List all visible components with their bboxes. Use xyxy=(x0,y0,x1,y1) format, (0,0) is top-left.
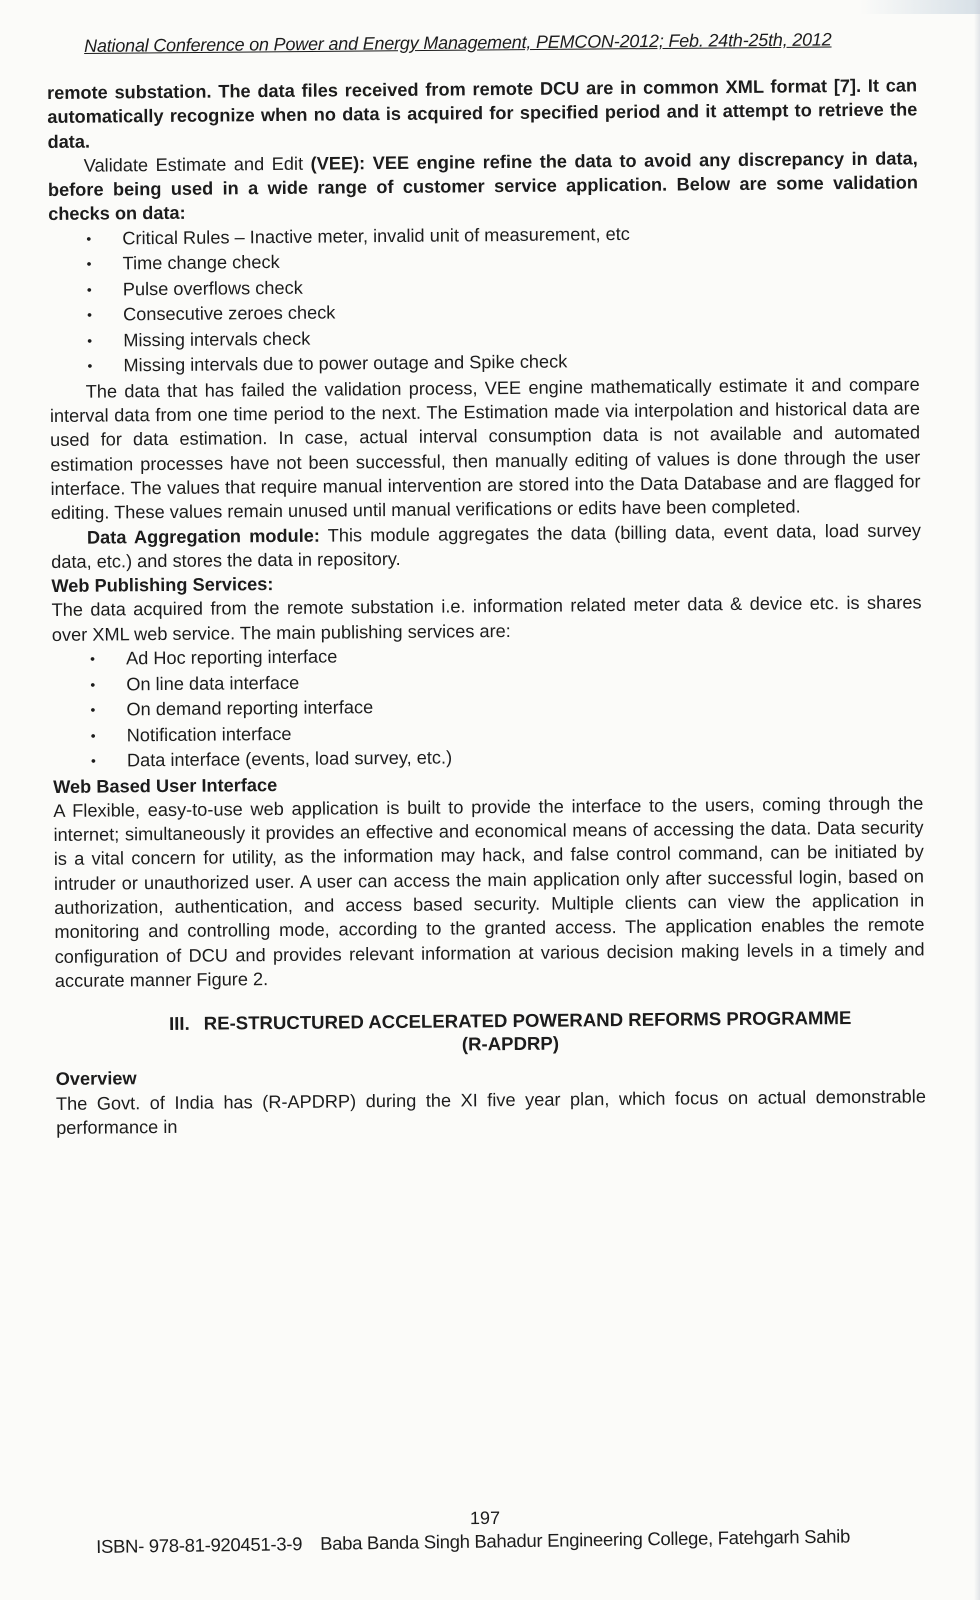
bullet-icon: • xyxy=(87,332,93,349)
bullet-icon: • xyxy=(90,752,96,769)
list-item: • Critical Rules – Inactive meter, invalid unit of measurement, etc xyxy=(86,219,918,252)
vee-rest: (VEE): VEE engine refine the data to avoid any discrepancy in data, before being used in a wide range of customer service application. Below are some validation checks on data: xyxy=(47,148,919,225)
publishing-services-list xyxy=(52,639,923,774)
web-ui-heading: Web Based User Interface xyxy=(53,774,278,797)
section-title xyxy=(55,1006,925,1060)
footer xyxy=(96,1525,850,1558)
scan-edge-shadow xyxy=(974,0,980,1600)
list-item: • Consecutive zeroes check xyxy=(87,296,919,329)
bullet-icon: • xyxy=(90,676,96,693)
list-item: • Missing intervals due to power outage and Spike check xyxy=(87,347,919,380)
vee-lead: Validate Estimate and Edit xyxy=(83,153,304,176)
list-item: • Ad Hoc reporting interface xyxy=(90,639,922,672)
bullet-icon: • xyxy=(86,281,92,298)
bullet-icon: • xyxy=(86,230,92,247)
list-item: • On line data interface xyxy=(90,665,922,698)
bullet-icon: • xyxy=(86,306,93,323)
paragraph-web-ui: A Flexible, easy-to-use web application is built to provide the interface to the users, coming through the internet; simultaneously it provides an effective and economical means of accessing the data. Data security is a vital concern for utility, as the information may hack, and false control command, can be initiated by intruder or unauthorized user. A user can access the main application only after successful login, based on authorization, authentication, and access based security. Multiple clients can view the application in monitoring and controlling mode, according to the granted access. The application enables the remote configuration of DCU and provides relevant information at various decision making levels in a timely and accurate manner Figure 2. xyxy=(53,793,925,991)
overview-heading: Overview xyxy=(55,1068,137,1090)
paragraph-overview: The Govt. of India has (R-APDRP) during the XI five year plan, which focus on actual demonstrable performance in xyxy=(55,1085,926,1138)
isbn: ISBN- 978-81-920451-3-9 xyxy=(96,1533,303,1557)
section-title-line2: (R-APDRP) xyxy=(461,1032,560,1055)
section-title-line1: RE-STRUCTURED ACCELERATED POWERAND REFORMS PROGRAMME xyxy=(203,1007,852,1034)
list-item: • On demand reporting interface xyxy=(90,690,922,723)
paragraph-vee xyxy=(48,146,919,226)
bullet-icon: • xyxy=(90,701,96,718)
web-publishing-heading: Web Publishing Services: xyxy=(51,574,274,597)
aggregation-label: Data Aggregation module: xyxy=(86,525,320,548)
paragraph-estimation: The data that has failed the validation process, VEE engine mathematically estimate it and compare interval data from one time period to the next. The Estimation made via interpolation and historical data are used for data estimation. In case, actual interval consumption data is not available and automated estimation processes have not been successful, then manually editing of values is done through the user interface. The values that require manual intervention are stored into the Data Database and are flagged for editing. These values remain unused until manual verifications or edits have been completed. xyxy=(49,374,921,524)
section-number: III. xyxy=(168,1013,190,1035)
list-item: • Notification interface xyxy=(91,716,923,749)
institution: Baba Banda Singh Bahadur Engineering College, Fatehgarh Sahib xyxy=(319,1525,851,1554)
list-item: • Pulse overflows check xyxy=(87,270,919,303)
validation-checks-list xyxy=(48,219,919,380)
bullet-icon: • xyxy=(87,357,93,374)
bullet-icon: • xyxy=(89,650,96,667)
body-text xyxy=(47,73,926,1140)
list-item: • Missing intervals check xyxy=(87,321,919,354)
paragraph-web-publishing: The data acquired from the remote substation i.e. information related meter data & device etc. is shares over XML web service. The main publishing services are: xyxy=(51,592,922,645)
aggregation-text: This module aggregates the data (billing data, event data, load survey data, etc.) and stores the data in repository. xyxy=(51,519,922,572)
paragraph-aggregation xyxy=(51,518,921,574)
bullet-icon: • xyxy=(90,727,96,744)
scan-shadow xyxy=(860,0,980,14)
page-number: 197 xyxy=(469,1507,501,1529)
list-item: • Time change check xyxy=(86,245,918,278)
running-header: National Conference on Power and Energy Management, PEMCON-2012; Feb. 24th-25th, 2012 xyxy=(84,29,832,56)
bullet-icon: • xyxy=(86,255,92,272)
list-item: • Data interface (events, load survey, etc.) xyxy=(91,741,923,774)
paragraph-remote-substation: remote substation. The data files received from remote DCU are in common XML format [7]. It can automatically recognize when no data is acquired for specified period and it attempt to retrieve the data. xyxy=(47,75,918,152)
